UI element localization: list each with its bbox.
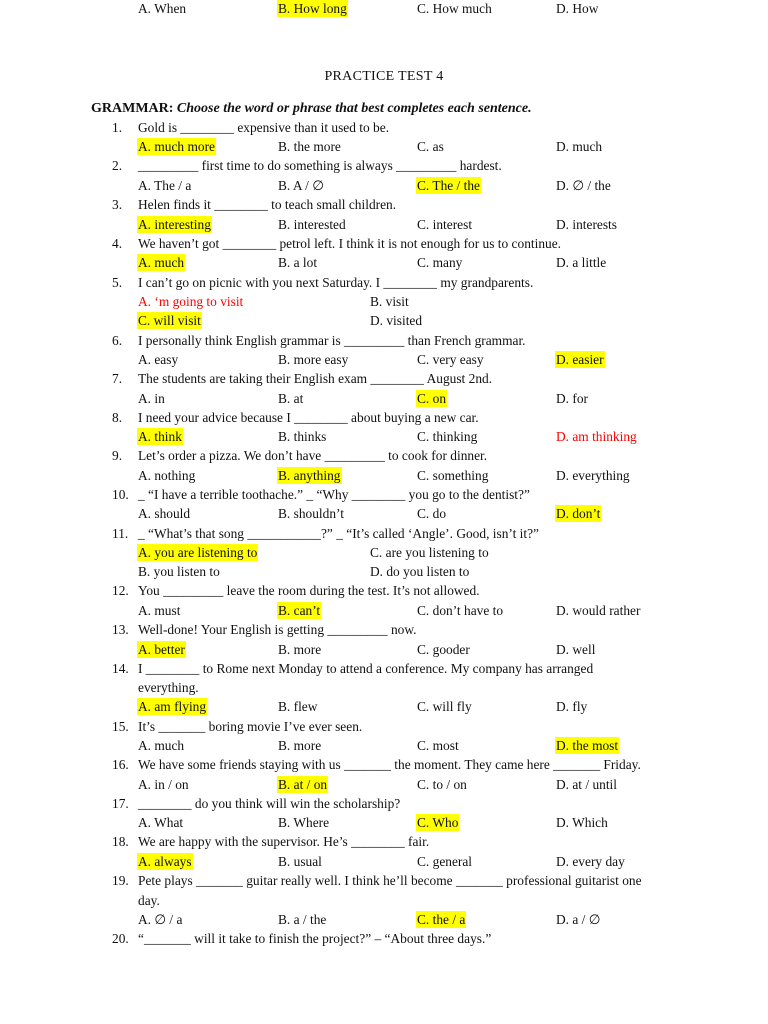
option-c: C. will visit — [138, 313, 201, 328]
question-number: 17. — [112, 796, 129, 811]
question-stem: Pete plays _______ guitar really well. I think he’ll become _______ professional guitarist one — [138, 873, 642, 888]
option-d: D. visited — [370, 313, 423, 328]
question-number: 11. — [112, 526, 129, 541]
option-a: A. interesting — [138, 217, 211, 232]
question-number: 4. — [112, 236, 123, 251]
option-b: B. can’t — [278, 603, 321, 618]
option-a: A. better — [138, 642, 185, 657]
option-b: B. How long — [278, 1, 347, 16]
option-c: C. on — [417, 391, 447, 406]
option-c: C. Who — [417, 815, 459, 830]
option-a: A. ‘m going to visit — [138, 294, 244, 309]
question-stem: It’s _______ boring movie I’ve ever seen. — [138, 719, 363, 734]
option-a: A. am flying — [138, 699, 207, 714]
option-b: B. more — [278, 642, 322, 657]
option-a: A. easy — [138, 352, 179, 367]
option-b: B. shouldn’t — [278, 506, 344, 521]
question-number: 7. — [112, 371, 123, 386]
question-stem: We are happy with the supervisor. He’s ________ fair. — [138, 834, 430, 849]
question-number: 19. — [112, 873, 129, 888]
question-stem: I can’t go on picnic with you next Saturday. I ________ my grandparents. — [138, 275, 534, 290]
question-stem: We haven’t got ________ petrol left. I think it is not enough for us to continue. — [138, 236, 562, 251]
option-a: A. ∅ / a — [138, 912, 183, 927]
option-d: D. fly — [556, 699, 588, 714]
option-a: A. must — [138, 603, 181, 618]
option-b: B. a / the — [278, 912, 327, 927]
option-c: C. The / the — [417, 178, 480, 193]
option-d: D. every day — [556, 854, 625, 869]
section-heading — [91, 101, 532, 117]
option-a: A. in / on — [138, 777, 189, 792]
option-d: D. much — [556, 139, 603, 154]
question-stem: I ________ to Rome next Monday to attend a conference. My company has arranged — [138, 661, 594, 676]
option-d: D. don’t — [556, 506, 601, 521]
option-d: D. Which — [556, 815, 608, 830]
option-b: B. the more — [278, 139, 341, 154]
option-a: A. should — [138, 506, 191, 521]
option-c: C. are you listening to — [370, 545, 489, 560]
question-stem: ________ do you think will win the scholarship? — [138, 796, 401, 811]
question-stem: “_______ will it take to finish the project?” – “About three days.” — [138, 931, 492, 946]
option-c: C. interest — [417, 217, 473, 232]
option-b: B. you listen to — [138, 564, 220, 579]
option-b: B. usual — [278, 854, 322, 869]
question-stem: _ “What’s that song ___________?” _ “It’s called ‘Angle’. Good, isn’t it?” — [138, 526, 540, 541]
option-a: A. much — [138, 255, 185, 270]
option-b: B. at / on — [278, 777, 328, 792]
option-d: D. for — [556, 391, 588, 406]
option-c: C. gooder — [417, 642, 470, 657]
question-stem: Let’s order a pizza. We don’t have _________ to cook for dinner. — [138, 448, 488, 463]
option-a: A. When — [138, 1, 187, 16]
question-number: 13. — [112, 622, 129, 637]
option-b: B. more — [278, 738, 322, 753]
option-c: C. thinking — [417, 429, 478, 444]
question-stem: everything. — [138, 680, 199, 695]
option-b: B. interested — [278, 217, 346, 232]
option-c: C. don’t have to — [417, 603, 504, 618]
option-b: B. Where — [278, 815, 330, 830]
option-a: A. What — [138, 815, 184, 830]
option-b: B. at — [278, 391, 304, 406]
question-stem: Gold is ________ expensive than it used to be. — [138, 120, 390, 135]
question-stem: _________ first time to do something is always _________ hardest. — [138, 158, 502, 173]
option-d: D. a / ∅ — [556, 912, 601, 927]
option-a: A. much more — [138, 139, 215, 154]
option-d: D. a little — [556, 255, 607, 270]
question-number: 5. — [112, 275, 123, 290]
option-d: D. am thinking — [556, 429, 637, 444]
question-stem: Helen finds it ________ to teach small children. — [138, 197, 397, 212]
question-number: 6. — [112, 333, 123, 348]
question-stem: The students are taking their English exam ________ August 2nd. — [138, 371, 493, 386]
option-a: A. nothing — [138, 468, 196, 483]
option-c: C. general — [417, 854, 473, 869]
option-d: D. well — [556, 642, 596, 657]
question-number: 3. — [112, 197, 123, 212]
question-number: 14. — [112, 661, 129, 676]
question-number: 9. — [112, 448, 123, 463]
option-a: A. always — [138, 854, 192, 869]
option-c: C. something — [417, 468, 489, 483]
option-c: C. How much — [417, 1, 492, 16]
option-b: B. anything — [278, 468, 341, 483]
question-stem: Well-done! Your English is getting _________ now. — [138, 622, 417, 637]
option-c: C. to / on — [417, 777, 467, 792]
option-b: B. more easy — [278, 352, 349, 367]
option-d: D. at / until — [556, 777, 617, 792]
question-stem: day. — [138, 893, 160, 908]
option-c: C. as — [417, 139, 444, 154]
option-d: D. ∅ / the — [556, 178, 611, 193]
option-b: B. flew — [278, 699, 318, 714]
option-a: A. in — [138, 391, 165, 406]
option-b: B. thinks — [278, 429, 327, 444]
question-number: 18. — [112, 834, 129, 849]
option-c: C. do — [417, 506, 447, 521]
question-number: 15. — [112, 719, 129, 734]
option-d: D. easier — [556, 352, 604, 367]
option-a: A. The / a — [138, 178, 192, 193]
option-d: D. do you listen to — [370, 564, 470, 579]
question-stem: I need your advice because I ________ about buying a new car. — [138, 410, 479, 425]
option-d: D. interests — [556, 217, 617, 232]
question-number: 2. — [112, 158, 123, 173]
option-b: B. a lot — [278, 255, 318, 270]
option-d: D. would rather — [556, 603, 641, 618]
option-a: A. much — [138, 738, 185, 753]
option-d: D. everything — [556, 468, 630, 483]
option-d: D. the most — [556, 738, 619, 753]
option-c: C. will fly — [417, 699, 472, 714]
option-c: C. very easy — [417, 352, 484, 367]
question-number: 16. — [112, 757, 129, 772]
question-number: 20. — [112, 931, 129, 946]
option-a: A. think — [138, 429, 182, 444]
question-stem: I personally think English grammar is _________ than French grammar. — [138, 333, 526, 348]
option-c: C. most — [417, 738, 459, 753]
question-stem: _ “I have a terrible toothache.” _ “Why ________ you go to the dentist?” — [138, 487, 530, 502]
option-a: A. you are listening to — [138, 545, 258, 560]
option-b: B. A / ∅ — [278, 178, 324, 193]
option-d: D. How — [556, 1, 599, 16]
question-stem: We have some friends staying with us _______ the moment. They came here _______ Friday. — [138, 757, 641, 772]
option-c: C. many — [417, 255, 463, 270]
question-number: 8. — [112, 410, 123, 425]
question-stem: You _________ leave the room during the test. It’s not allowed. — [138, 583, 480, 598]
question-number: 1. — [112, 120, 123, 135]
page-title: PRACTICE TEST 4 — [324, 69, 444, 84]
option-c: C. the / a — [417, 912, 466, 927]
section-instruction: Choose the word or phrase that best completes each sentence. — [176, 101, 532, 116]
option-b: B. visit — [370, 294, 409, 309]
question-number: 12. — [112, 583, 129, 598]
question-number: 10. — [112, 487, 129, 502]
section-label: GRAMMAR: — [91, 101, 174, 116]
